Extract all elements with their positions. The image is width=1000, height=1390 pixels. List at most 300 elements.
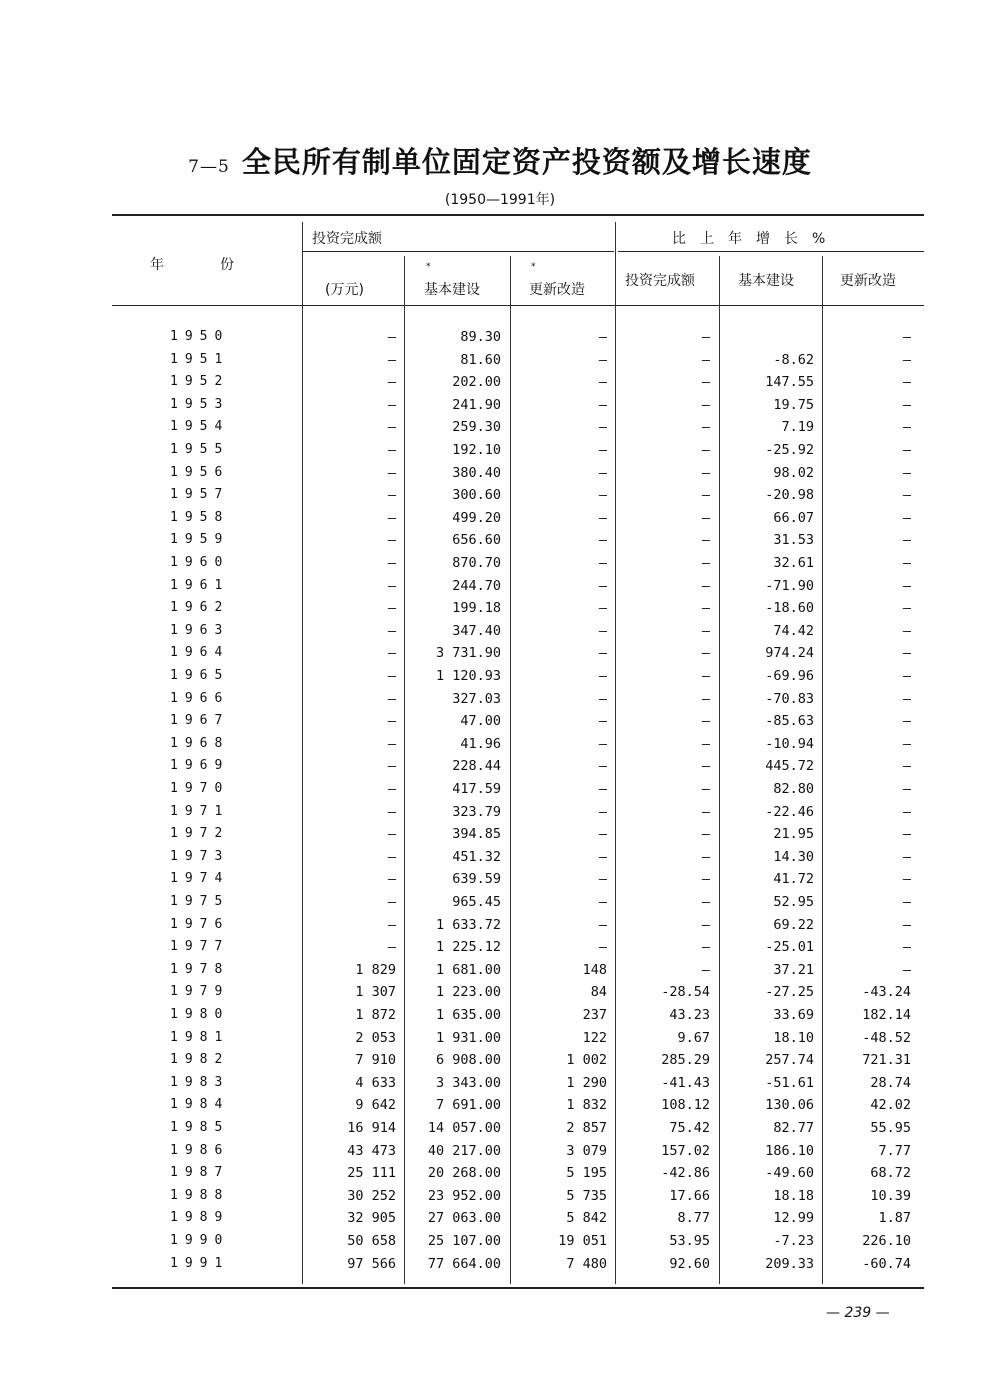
growth-renew-cell: 68.72 xyxy=(870,1165,911,1182)
table-row xyxy=(0,576,1000,598)
renew-cell: 122 xyxy=(582,1029,607,1046)
invest-cell: 32 905 xyxy=(347,1210,396,1227)
year-cell: 1957 xyxy=(170,487,230,503)
year-cell: 1970 xyxy=(170,781,230,796)
growth-invest-cell: — xyxy=(701,916,710,933)
year-cell: 1981 xyxy=(170,1029,230,1045)
table-row xyxy=(0,1231,1000,1253)
growth-renew-cell: 721.31 xyxy=(862,1052,911,1069)
table-row xyxy=(0,802,1000,824)
basic-cell: 417.59 xyxy=(452,781,501,797)
renew-cell: — xyxy=(598,329,607,345)
basic-cell: 3 731.90 xyxy=(435,645,501,662)
growth-renew-cell: — xyxy=(902,645,911,662)
growth-invest-cell: — xyxy=(701,939,710,956)
invest-cell: — xyxy=(387,329,396,345)
basic-cell: 499.20 xyxy=(452,509,501,526)
invest-cell: — xyxy=(387,577,396,594)
table-row xyxy=(0,915,1000,937)
growth-basic-cell: 14.30 xyxy=(773,848,814,865)
table-row xyxy=(0,440,1000,462)
renew-cell: — xyxy=(598,690,607,707)
invest-cell: — xyxy=(387,758,396,775)
table-row xyxy=(0,643,1000,665)
table-row xyxy=(0,553,1000,575)
growth-renew-cell: — xyxy=(902,781,911,797)
title-text: 全民所有制单位固定资产投资额及增长速度 xyxy=(241,145,812,179)
basic-cell: 1 635.00 xyxy=(435,1007,501,1023)
year-cell: 1956 xyxy=(170,464,230,480)
table-row xyxy=(0,621,1000,643)
basic-cell: 241.90 xyxy=(452,396,501,413)
year-cell: 1962 xyxy=(170,600,230,616)
growth-invest-cell: — xyxy=(701,961,710,978)
basic-cell: 259.30 xyxy=(452,419,501,436)
invest-cell: — xyxy=(387,871,396,888)
renew-cell: 1 002 xyxy=(566,1052,607,1069)
invest-cell: 1 307 xyxy=(355,984,396,1001)
renew-cell: — xyxy=(598,848,607,865)
growth-renew-cell: — xyxy=(902,374,911,391)
basic-cell: 228.44 xyxy=(452,758,501,775)
table-row xyxy=(0,1254,1000,1276)
basic-cell: 347.40 xyxy=(452,622,501,639)
growth-renew-cell: -48.52 xyxy=(862,1029,911,1046)
invest-cell: — xyxy=(387,555,396,571)
invest-cell: 30 252 xyxy=(347,1187,396,1204)
table-row xyxy=(0,666,1000,688)
renew-cell: 5 842 xyxy=(566,1210,607,1227)
renew-cell: 1 832 xyxy=(566,1097,607,1114)
basic-cell: 47.00 xyxy=(460,713,501,730)
invest-cell: — xyxy=(387,600,396,617)
renew-cell: — xyxy=(598,351,607,368)
growth-invest-cell: — xyxy=(701,690,710,707)
growth-renew-cell: — xyxy=(902,961,911,978)
table-row xyxy=(0,982,1000,1004)
table-row xyxy=(0,1118,1000,1140)
basic-cell: 394.85 xyxy=(452,826,501,843)
year-cell: 1980 xyxy=(170,1007,230,1022)
basic-cell: 1 223.00 xyxy=(435,984,501,1001)
growth-renew-cell: 182.14 xyxy=(862,1007,911,1023)
renew-cell: — xyxy=(598,419,607,436)
growth-invest-cell: -42.86 xyxy=(661,1165,710,1182)
renew-cell: — xyxy=(598,464,607,481)
table-row xyxy=(0,734,1000,756)
basic-cell: 300.60 xyxy=(452,487,501,504)
growth-basic-cell: 147.55 xyxy=(765,374,814,391)
growth-renew-cell: — xyxy=(902,464,911,481)
growth-invest-cell: — xyxy=(701,622,710,639)
year-cell: 1950 xyxy=(170,329,230,344)
invest-cell: — xyxy=(387,532,396,549)
growth-renew-cell: 7.77 xyxy=(878,1142,911,1159)
invest-cell: 4 633 xyxy=(355,1074,396,1091)
year-cell: 1969 xyxy=(170,758,230,774)
table-row xyxy=(0,1163,1000,1185)
growth-renew-cell: 226.10 xyxy=(862,1233,911,1249)
growth-renew-cell: — xyxy=(902,600,911,617)
table-row xyxy=(0,1050,1000,1072)
growth-invest-cell: — xyxy=(701,645,710,662)
invest-cell: 97 566 xyxy=(347,1255,396,1272)
year-cell: 1976 xyxy=(170,916,230,932)
unit-label: (万元) xyxy=(325,282,364,298)
renew-star-mark: * xyxy=(531,262,536,272)
growth-renew-cell: — xyxy=(902,577,911,594)
table-row xyxy=(0,372,1000,394)
year-cell: 1973 xyxy=(170,848,230,864)
table-row xyxy=(0,1095,1000,1117)
year-cell: 1975 xyxy=(170,894,230,909)
basic-cell: 14 057.00 xyxy=(427,1120,501,1136)
basic-cell: 6 908.00 xyxy=(435,1052,501,1069)
renew-cell: — xyxy=(598,442,607,458)
invest-cell: — xyxy=(387,464,396,481)
table-row xyxy=(0,463,1000,485)
table-row xyxy=(0,350,1000,372)
page-number: — 239 — xyxy=(826,1305,890,1321)
year-cell: 1971 xyxy=(170,803,230,819)
table-row xyxy=(0,824,1000,846)
invest-cell: 43 473 xyxy=(347,1142,396,1159)
renew-cell: — xyxy=(598,713,607,730)
invest-cell: — xyxy=(387,396,396,413)
table-row xyxy=(0,711,1000,733)
invest-cell: 9 642 xyxy=(355,1097,396,1114)
col-header-basic: 基本建设 xyxy=(424,282,480,298)
growth-renew-cell: — xyxy=(902,487,911,504)
growth-renew-cell: — xyxy=(902,939,911,956)
growth-basic-cell: -7.23 xyxy=(773,1233,814,1249)
invest-cell: — xyxy=(387,668,396,684)
growth-basic-cell: 74.42 xyxy=(773,622,814,639)
table-row xyxy=(0,1186,1000,1208)
growth-basic-cell: 19.75 xyxy=(773,396,814,413)
group-rule-invest xyxy=(302,251,614,252)
year-cell: 1965 xyxy=(170,668,230,683)
table-number: 7—5 xyxy=(188,157,230,177)
year-cell: 1987 xyxy=(170,1165,230,1181)
group-header-invest: 投资完成额 xyxy=(312,231,382,247)
growth-renew-cell: -43.24 xyxy=(862,984,911,1001)
year-cell: 1968 xyxy=(170,735,230,751)
basic-cell: 965.45 xyxy=(452,894,501,910)
invest-cell: — xyxy=(387,781,396,797)
growth-basic-cell: -25.01 xyxy=(765,939,814,956)
invest-cell: — xyxy=(387,939,396,956)
renew-cell: 2 857 xyxy=(566,1120,607,1136)
basic-cell: 3 343.00 xyxy=(435,1074,501,1091)
basic-cell: 25 107.00 xyxy=(427,1233,501,1249)
growth-invest-cell: — xyxy=(701,442,710,458)
growth-renew-cell: — xyxy=(902,555,911,571)
renew-cell: 7 480 xyxy=(566,1255,607,1272)
growth-basic-cell: 186.10 xyxy=(765,1142,814,1159)
renew-cell: 1 290 xyxy=(566,1074,607,1091)
basic-cell: 20 268.00 xyxy=(427,1165,501,1182)
growth-basic-cell: -8.62 xyxy=(773,351,814,368)
invest-cell: — xyxy=(387,916,396,933)
year-cell: 1988 xyxy=(170,1187,230,1203)
table-row xyxy=(0,327,1000,349)
growth-invest-cell: — xyxy=(701,487,710,504)
invest-cell: — xyxy=(387,848,396,865)
basic-cell: 1 120.93 xyxy=(435,668,501,684)
basic-star-mark: * xyxy=(426,262,431,272)
year-cell: 1972 xyxy=(170,826,230,842)
basic-cell: 89.30 xyxy=(460,329,501,345)
col-header-renew: 更新改造 xyxy=(529,282,585,298)
renew-cell: — xyxy=(598,668,607,684)
growth-renew-cell: — xyxy=(902,509,911,526)
year-cell: 1964 xyxy=(170,645,230,661)
growth-basic-cell: 21.95 xyxy=(773,826,814,843)
renew-cell: 3 079 xyxy=(566,1142,607,1159)
invest-cell: — xyxy=(387,803,396,820)
growth-renew-cell: — xyxy=(902,668,911,684)
basic-cell: 1 225.12 xyxy=(435,939,501,956)
growth-invest-cell: — xyxy=(701,555,710,571)
year-cell: 1978 xyxy=(170,961,230,977)
basic-cell: 639.59 xyxy=(452,871,501,888)
growth-basic-cell: 66.07 xyxy=(773,509,814,526)
year-cell: 1952 xyxy=(170,374,230,390)
growth-invest-cell: — xyxy=(701,668,710,684)
growth-invest-cell: 92.60 xyxy=(669,1255,710,1272)
invest-cell: — xyxy=(387,487,396,504)
year-cell: 1959 xyxy=(170,532,230,548)
growth-invest-cell: 75.42 xyxy=(669,1120,710,1136)
invest-cell: 25 111 xyxy=(347,1165,396,1182)
basic-cell: 451.32 xyxy=(452,848,501,865)
invest-cell: — xyxy=(387,894,396,910)
growth-basic-cell: 7.19 xyxy=(781,419,814,436)
growth-renew-cell: — xyxy=(902,894,911,910)
group-header-growth: 比 上 年 增 长 % xyxy=(672,231,826,247)
year-cell: 1986 xyxy=(170,1142,230,1158)
growth-renew-cell: — xyxy=(902,622,911,639)
renew-cell: — xyxy=(598,758,607,775)
invest-cell: — xyxy=(387,351,396,368)
table-row xyxy=(0,779,1000,801)
top-rule xyxy=(112,214,924,216)
growth-renew-cell: — xyxy=(902,826,911,843)
renew-cell: — xyxy=(598,781,607,797)
table-row xyxy=(0,530,1000,552)
growth-invest-cell: 53.95 xyxy=(669,1233,710,1249)
growth-invest-cell: — xyxy=(701,758,710,775)
year-cell: 1953 xyxy=(170,396,230,412)
growth-renew-cell: — xyxy=(902,532,911,549)
growth-invest-cell: 8.77 xyxy=(677,1210,710,1227)
renew-cell: — xyxy=(598,939,607,956)
basic-cell: 1 633.72 xyxy=(435,916,501,933)
basic-cell: 23 952.00 xyxy=(427,1187,501,1204)
basic-cell: 323.79 xyxy=(452,803,501,820)
table-row xyxy=(0,847,1000,869)
growth-invest-cell: — xyxy=(701,826,710,843)
growth-basic-cell: -71.90 xyxy=(765,577,814,594)
growth-renew-cell: — xyxy=(902,803,911,820)
basic-cell: 327.03 xyxy=(452,690,501,707)
period-subtitle: (1950—1991年) xyxy=(444,192,556,208)
invest-cell: 16 914 xyxy=(347,1120,396,1136)
table-row xyxy=(0,485,1000,507)
growth-basic-cell: 209.33 xyxy=(765,1255,814,1272)
year-cell: 1979 xyxy=(170,984,230,1000)
renew-cell: — xyxy=(598,622,607,639)
renew-cell: — xyxy=(598,600,607,617)
invest-cell: — xyxy=(387,690,396,707)
year-cell: 1967 xyxy=(170,713,230,729)
basic-cell: 656.60 xyxy=(452,532,501,549)
growth-invest-cell: -41.43 xyxy=(661,1074,710,1091)
growth-renew-cell: — xyxy=(902,419,911,436)
year-cell: 1955 xyxy=(170,442,230,457)
invest-cell: 1 872 xyxy=(355,1007,396,1023)
growth-invest-cell: 157.02 xyxy=(661,1142,710,1159)
renew-cell: — xyxy=(598,555,607,571)
table-row xyxy=(0,689,1000,711)
growth-basic-cell: 12.99 xyxy=(773,1210,814,1227)
basic-cell: 1 681.00 xyxy=(435,961,501,978)
table-row xyxy=(0,1005,1000,1027)
renew-cell: 5 195 xyxy=(566,1165,607,1182)
year-cell: 1960 xyxy=(170,555,230,570)
growth-renew-cell: — xyxy=(902,396,911,413)
renew-cell: — xyxy=(598,894,607,910)
growth-renew-cell: 28.74 xyxy=(870,1074,911,1091)
growth-basic-cell: -20.98 xyxy=(765,487,814,504)
year-cell: 1966 xyxy=(170,690,230,706)
growth-invest-cell: — xyxy=(701,803,710,820)
growth-renew-cell: 1.87 xyxy=(878,1210,911,1227)
growth-basic-cell: 52.95 xyxy=(773,894,814,910)
growth-renew-cell: — xyxy=(902,758,911,775)
basic-cell: 81.60 xyxy=(460,351,501,368)
basic-cell: 380.40 xyxy=(452,464,501,481)
growth-renew-cell: -60.74 xyxy=(862,1255,911,1272)
table-row xyxy=(0,1073,1000,1095)
invest-cell: — xyxy=(387,826,396,843)
growth-invest-cell: — xyxy=(701,577,710,594)
invest-cell: 2 053 xyxy=(355,1029,396,1046)
table-row xyxy=(0,508,1000,530)
basic-cell: 1 931.00 xyxy=(435,1029,501,1046)
growth-invest-cell: — xyxy=(701,396,710,413)
invest-cell: — xyxy=(387,374,396,391)
invest-cell: — xyxy=(387,442,396,458)
growth-invest-cell: — xyxy=(701,735,710,752)
growth-invest-cell: — xyxy=(701,713,710,730)
growth-basic-cell: -69.96 xyxy=(765,668,814,684)
invest-cell: — xyxy=(387,419,396,436)
growth-renew-cell: 42.02 xyxy=(870,1097,911,1114)
year-cell: 1991 xyxy=(170,1255,230,1271)
basic-cell: 202.00 xyxy=(452,374,501,391)
table-row xyxy=(0,937,1000,959)
renew-cell: — xyxy=(598,916,607,933)
growth-basic-cell: 82.77 xyxy=(773,1120,814,1136)
renew-cell: — xyxy=(598,532,607,549)
growth-basic-cell: 31.53 xyxy=(773,532,814,549)
growth-basic-cell: 18.18 xyxy=(773,1187,814,1204)
growth-basic-cell: 974.24 xyxy=(765,645,814,662)
renew-cell: — xyxy=(598,509,607,526)
growth-invest-cell: — xyxy=(701,848,710,865)
year-cell: 1961 xyxy=(170,577,230,593)
year-cell: 1989 xyxy=(170,1210,230,1226)
growth-basic-cell: 32.61 xyxy=(773,555,814,571)
growth-invest-cell: — xyxy=(701,509,710,526)
growth-basic-cell: 69.22 xyxy=(773,916,814,933)
year-cell: 1954 xyxy=(170,419,230,435)
renew-cell: — xyxy=(598,487,607,504)
year-cell: 1985 xyxy=(170,1120,230,1135)
growth-invest-cell: — xyxy=(701,781,710,797)
renew-cell: — xyxy=(598,645,607,662)
renew-cell: 148 xyxy=(582,961,607,978)
invest-cell: 7 910 xyxy=(355,1052,396,1069)
year-cell: 1977 xyxy=(170,939,230,955)
invest-cell: — xyxy=(387,735,396,752)
renew-cell: — xyxy=(598,871,607,888)
invest-cell: — xyxy=(387,509,396,526)
table-row xyxy=(0,756,1000,778)
growth-basic-cell: -27.25 xyxy=(765,984,814,1001)
table-row xyxy=(0,417,1000,439)
growth-renew-cell: — xyxy=(902,713,911,730)
year-cell: 1982 xyxy=(170,1052,230,1068)
basic-cell: 199.18 xyxy=(452,600,501,617)
year-header: 年 份 xyxy=(150,257,234,273)
basic-cell: 244.70 xyxy=(452,577,501,594)
basic-cell: 40 217.00 xyxy=(427,1142,501,1159)
table-row xyxy=(0,960,1000,982)
basic-cell: 192.10 xyxy=(452,442,501,458)
growth-invest-cell: 285.29 xyxy=(661,1052,710,1069)
growth-invest-cell: — xyxy=(701,419,710,436)
invest-cell: — xyxy=(387,713,396,730)
renew-cell: — xyxy=(598,803,607,820)
growth-basic-cell: -70.83 xyxy=(765,690,814,707)
growth-basic-cell: 82.80 xyxy=(773,781,814,797)
table-row xyxy=(0,1208,1000,1230)
growth-renew-cell: 10.39 xyxy=(870,1187,911,1204)
renew-cell: 84 xyxy=(590,984,607,1001)
table-row xyxy=(0,1141,1000,1163)
invest-cell: 1 829 xyxy=(355,961,396,978)
growth-basic-cell: -85.63 xyxy=(765,713,814,730)
growth-basic-cell: 33.69 xyxy=(773,1007,814,1023)
growth-renew-cell: — xyxy=(902,871,911,888)
renew-cell: — xyxy=(598,374,607,391)
growth-invest-cell: — xyxy=(701,894,710,910)
growth-invest-cell: — xyxy=(701,871,710,888)
renew-cell: — xyxy=(598,577,607,594)
invest-cell: — xyxy=(387,622,396,639)
table-row xyxy=(0,869,1000,891)
basic-cell: 41.96 xyxy=(460,735,501,752)
growth-renew-cell: 55.95 xyxy=(870,1120,911,1136)
basic-cell: 27 063.00 xyxy=(427,1210,501,1227)
growth-invest-cell: 43.23 xyxy=(669,1007,710,1023)
growth-invest-cell: 17.66 xyxy=(669,1187,710,1204)
bottom-rule xyxy=(112,1287,924,1289)
growth-basic-cell: 130.06 xyxy=(765,1097,814,1114)
